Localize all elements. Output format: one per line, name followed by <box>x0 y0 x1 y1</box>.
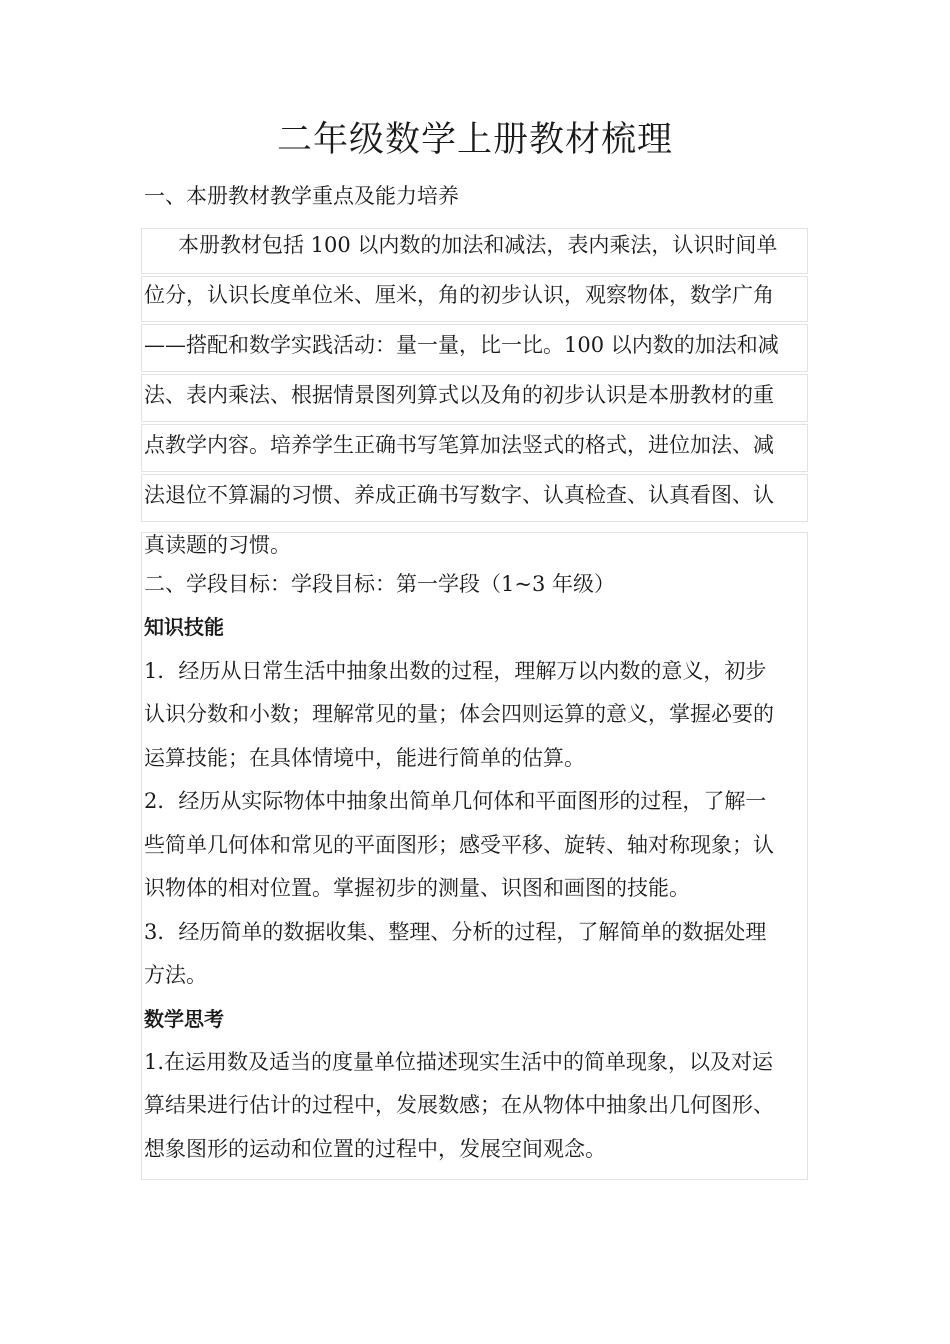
paragraph-line: 运算技能；在具体情境中，能进行简单的估算。 <box>144 746 585 770</box>
page-title: 二年级数学上册教材梳理 <box>276 120 673 160</box>
paragraph-line: 1．经历从日常生活中抽象出数的过程，理解万以内数的意义，初步 <box>144 659 767 683</box>
paragraph-line: 本册教材包括 100 以内数的加法和减法，表内乘法，认识时间单 <box>178 233 778 257</box>
paragraph-line: 算结果进行估计的过程中，发展数感；在从物体中抽象出几何图形、 <box>144 1093 774 1117</box>
paragraph-line: 点教学内容。培养学生正确书写笔算加法竖式的格式，进位加法、减 <box>144 433 774 457</box>
paragraph-line: 法退位不算漏的习惯、养成正确书写数字、认真检查、认真看图、认 <box>144 483 774 507</box>
paragraph-line: 方法。 <box>144 963 207 987</box>
paragraph-line: 真读题的习惯。 <box>144 533 291 557</box>
paragraph-line: 位分，认识长度单位米、厘米，角的初步认识，观察物体，数学广角 <box>144 283 774 307</box>
subheading-knowledge-skills: 知识技能 <box>144 615 224 639</box>
paragraph-line: 3．经历简单的数据收集、整理、分析的过程，了解简单的数据处理 <box>144 920 767 944</box>
section-heading-1: 一、本册教材教学重点及能力培养 <box>144 184 459 208</box>
paragraph-line: 识物体的相对位置。掌握初步的测量、识图和画图的技能。 <box>144 876 690 900</box>
paragraph-line: 1.在运用数及适当的度量单位描述现实生活中的简单现象，以及对运 <box>144 1050 774 1074</box>
paragraph-line: 认识分数和小数；理解常见的量；体会四则运算的意义，掌握必要的 <box>144 702 774 726</box>
paragraph-line: ——搭配和数学实践活动：量一量，比一比。100 以内数的加法和减 <box>144 333 779 357</box>
subheading-math-thinking: 数学思考 <box>144 1007 224 1031</box>
paragraph-line: 想象图形的运动和位置的过程中，发展空间观念。 <box>144 1137 606 1161</box>
section-heading-2: 二、学段目标：学段目标：第一学段（1~3 年级） <box>144 572 615 596</box>
paragraph-line: 些简单几何体和常见的平面图形；感受平移、旋转、轴对称现象；认 <box>144 833 774 857</box>
paragraph-line: 法、表内乘法、根据情景图列算式以及角的初步认识是本册教材的重 <box>144 383 774 407</box>
paragraph-line: 2．经历从实际物体中抽象出简单几何体和平面图形的过程，了解一 <box>144 789 767 813</box>
